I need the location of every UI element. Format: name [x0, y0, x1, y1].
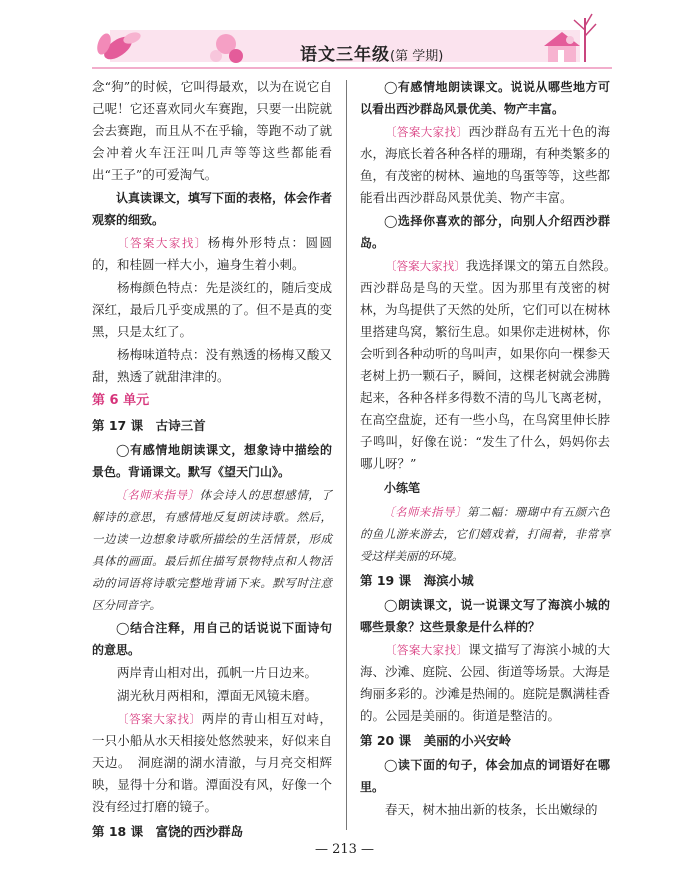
poem-line-1: 两岸青山相对出，孤帆一片日边来。 — [117, 665, 318, 680]
answer-shape: 〔答案大家找〕杨梅外形特点：圆圆的，和桂圆一样大小，遍身生着小刺。 — [92, 235, 332, 272]
book-title-main: 语文三年级 — [300, 45, 390, 65]
continued-paragraph: 念“狗”的时候，它叫得最欢，以为在说它自己呢！它还喜欢同火车赛跑，只要一出院就会去赛跑，而且从不在乎输，等跑不动了就会冲着火车汪汪叫几声等等这些都能看出“王子”的可爱淘气。 — [92, 79, 332, 182]
question-seaside: ◯朗读课文，说一说课文写了海滨小城的哪些景象？这些景象是什么样的？ — [360, 598, 610, 634]
teacher-guide-practice: 〔名师来指导〕第二幅：珊瑚中有五颜六色的鱼儿游来游去，它们嬉戏着，打闹着，非常享受这样美丽的环境。 — [360, 505, 611, 563]
guide-tag: 〔名师来指导〕 — [115, 488, 200, 502]
lesson-18-heading: 第 18 课 富饶的西沙群岛 — [92, 824, 244, 839]
lesson-19-heading: 第 19 课 海滨小城 — [360, 573, 474, 588]
teacher-guide: 〔名师来指导〕体会诗人的思想感情，了解诗的意思，有感情地反复朗读诗歌。然后，一边读一边想象诗歌所描绘的生活情景，形成具体的画面。最后抓住描写景物特点和人物活动的词语将诗歌完整地背诵下来。默写时注意区分同音字。 — [92, 488, 333, 612]
answer-tag: 〔答案大家找〕 — [385, 259, 466, 273]
poem-line-2: 湖光秋月两相和，潭面无风镜未磨。 — [117, 688, 318, 703]
book-title-term: (第 学期) — [390, 49, 444, 64]
lesson-20-heading: 第 20 课 美丽的小兴安岭 — [360, 733, 512, 748]
question-explain-lines: ◯结合注释，用自己的话说说下面诗句的意思。 — [92, 621, 332, 657]
answer-tag: 〔答案大家找〕 — [117, 712, 202, 726]
question-read-aloud: ◯有感情地朗读课文，想象诗中描绘的景色。背诵课文。默写《望天门山》。 — [92, 443, 332, 479]
answer-seaside: 〔答案大家找〕课文描写了海滨小城的大海、沙滩、庭院、公园、街道等场景。大海是绚丽多彩的。沙滩是热闹的。庭院是飘满桂香的。公园是美丽的。街道是整洁的。 — [360, 642, 611, 723]
answer-color: 杨梅颜色特点：先是淡红的，随后变成深红，最后几乎变成黑的了。但不是真的变黑，只是太红了。 — [92, 280, 332, 339]
lesson-17-heading: 第 17 课 古诗三首 — [92, 418, 206, 433]
unit-heading: 第 6 单元 — [92, 393, 150, 408]
page-number: — 213 — — [314, 842, 375, 857]
answer-tag: 〔答案大家找〕 — [385, 643, 469, 657]
book-title — [300, 40, 443, 65]
left-column — [92, 76, 332, 845]
answer-tag: 〔答案大家找〕 — [117, 236, 208, 250]
guide-tag: 〔名师来指导〕 — [383, 505, 467, 519]
practice-heading: 小练笔 — [384, 481, 421, 495]
question-scenery: ◯有感情地朗读课文。说说从哪些地方可以看出西沙群岛风景优美、物产丰富。 — [360, 80, 610, 116]
answer-introduce: 〔答案大家找〕我选择课文的第五自然段。 西沙群岛是鸟的天堂。因为那里有茂密的树林，为鸟提供了天然的处所，它们可以在树林里搭建鸟窝，繁衍生息。如果你走进树林，你会听到各种动听的鸟叫声，如果你向一棵参天老树上扔一颗石子，瞬间，这棵老树就会沸腾起来，各种各样多得数不清的鸟儿飞离老树，在高空盘旋，还有一些小鸟，在鸟窝里伸长脖子鸣叫，好像在说：“发生了什么，妈妈你去哪儿呀？” — [360, 258, 623, 471]
quoted-sentence: 春天，树木抽出新的枝条，长出嫩绿的 — [385, 802, 598, 817]
column-divider — [346, 80, 347, 830]
answer-scenery: 〔答案大家找〕西沙群岛有五光十色的海水，海底长着各种各样的珊瑚，有种类繁多的鱼，有茂密的树林、遍地的鸟蛋等等，这些都能看出西沙群岛风景优美、物产丰富。 — [360, 124, 611, 205]
question-introduce: ◯选择你喜欢的部分，向别人介绍西沙群岛。 — [360, 214, 610, 250]
answer-tag: 〔答案大家找〕 — [385, 125, 469, 139]
question-fill-table: 认真读课文，填写下面的表格，体会作者观察的细致。 — [92, 191, 333, 227]
question-dotted-words: ◯读下面的句子，体会加点的词语好在哪里。 — [360, 758, 610, 794]
page-header — [0, 0, 689, 72]
answer-poem-meaning: 〔答案大家找〕两岸的青山相互对峙，一只小船从水天相接处悠然驶来，好似来自天边。 洞庭湖的湖水清澈，与月亮交相辉映，显得十分和谐。潭面没有风，好像一个没有经过打磨的镜子。 — [92, 711, 332, 814]
right-column — [360, 76, 623, 822]
answer-taste: 杨梅味道特点：没有熟透的杨梅又酸又甜，熟透了就甜津津的。 — [92, 347, 332, 384]
